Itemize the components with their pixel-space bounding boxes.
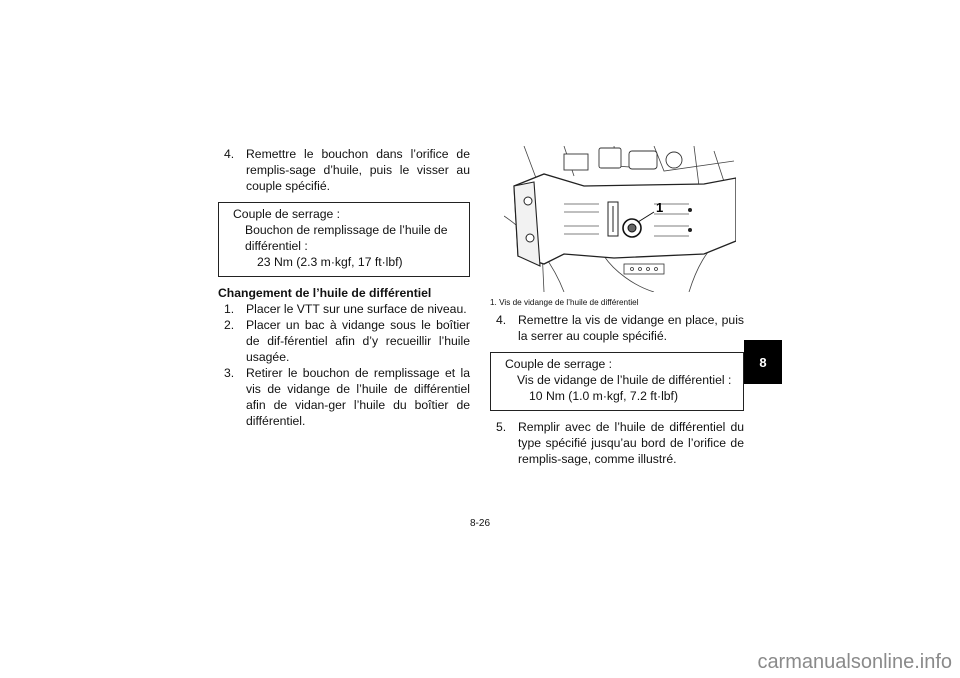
step-text: Remettre la vis de vidange en place, puis la serrer au couple spécifié. bbox=[518, 313, 744, 343]
callout-label: 1 bbox=[656, 200, 664, 215]
step-number: 4. bbox=[224, 147, 235, 161]
left-column bbox=[218, 146, 470, 429]
torque-title: Couple de serrage : bbox=[505, 357, 613, 371]
step-text: Remplir avec de l’huile de différentiel du type spécifié jusqu’au bord de l’orifice de remplis-sage, comme illustré. bbox=[518, 420, 744, 466]
drain-bolt-photo bbox=[504, 146, 736, 292]
chapter-tab: 8 bbox=[744, 340, 782, 384]
step-2 bbox=[218, 317, 470, 365]
step-text: Placer un bac à vidange sous le boîtier de dif-férentiel afin d’y recueillir l’huile usagée. bbox=[246, 318, 470, 364]
step-number: 3. bbox=[224, 366, 235, 380]
torque-part: Vis de vidange de l’huile de différentiel : bbox=[517, 373, 732, 387]
torque-part: Bouchon de remplissage de l’huile de bbox=[245, 223, 448, 237]
torque-title: Couple de serrage : bbox=[233, 207, 341, 221]
step-text: Remettre le bouchon dans l’orifice de remplis-sage d’huile, puis le visser au couple spécifié. bbox=[246, 147, 470, 193]
step-4-left bbox=[218, 146, 470, 194]
step-4-right bbox=[490, 312, 744, 344]
photo-caption: 1. Vis de vidange de l’huile de différentiel bbox=[490, 298, 639, 307]
step-5 bbox=[490, 419, 744, 467]
step-number: 4. bbox=[496, 313, 507, 327]
step-text: Placer le VTT sur une surface de niveau. bbox=[246, 302, 467, 316]
torque-value: 23 Nm (2.3 m·kgf, 17 ft·lbf) bbox=[257, 255, 403, 269]
torque-part-cont: différentiel : bbox=[245, 239, 308, 253]
torque-value: 10 Nm (1.0 m·kgf, 7.2 ft·lbf) bbox=[529, 389, 678, 403]
step-text: Retirer le bouchon de remplissage et la vis de vidange de l’huile de différentiel afin de vidan-ger l’huile du boîtier de différentiel. bbox=[246, 366, 470, 428]
step-3 bbox=[218, 365, 470, 429]
step-1 bbox=[218, 301, 470, 317]
torque-box-drain-bolt bbox=[490, 352, 744, 411]
page-number: 8-26 bbox=[469, 518, 490, 529]
watermark: carmanualsonline.info bbox=[757, 651, 952, 673]
step-number: 2. bbox=[224, 318, 235, 332]
right-column bbox=[490, 146, 744, 467]
torque-box-fill-plug bbox=[218, 202, 470, 277]
step-number: 5. bbox=[496, 420, 507, 434]
differential-illustration bbox=[504, 146, 736, 292]
section-heading: Changement de l’huile de différentiel bbox=[218, 286, 432, 300]
step-number: 1. bbox=[224, 302, 235, 316]
